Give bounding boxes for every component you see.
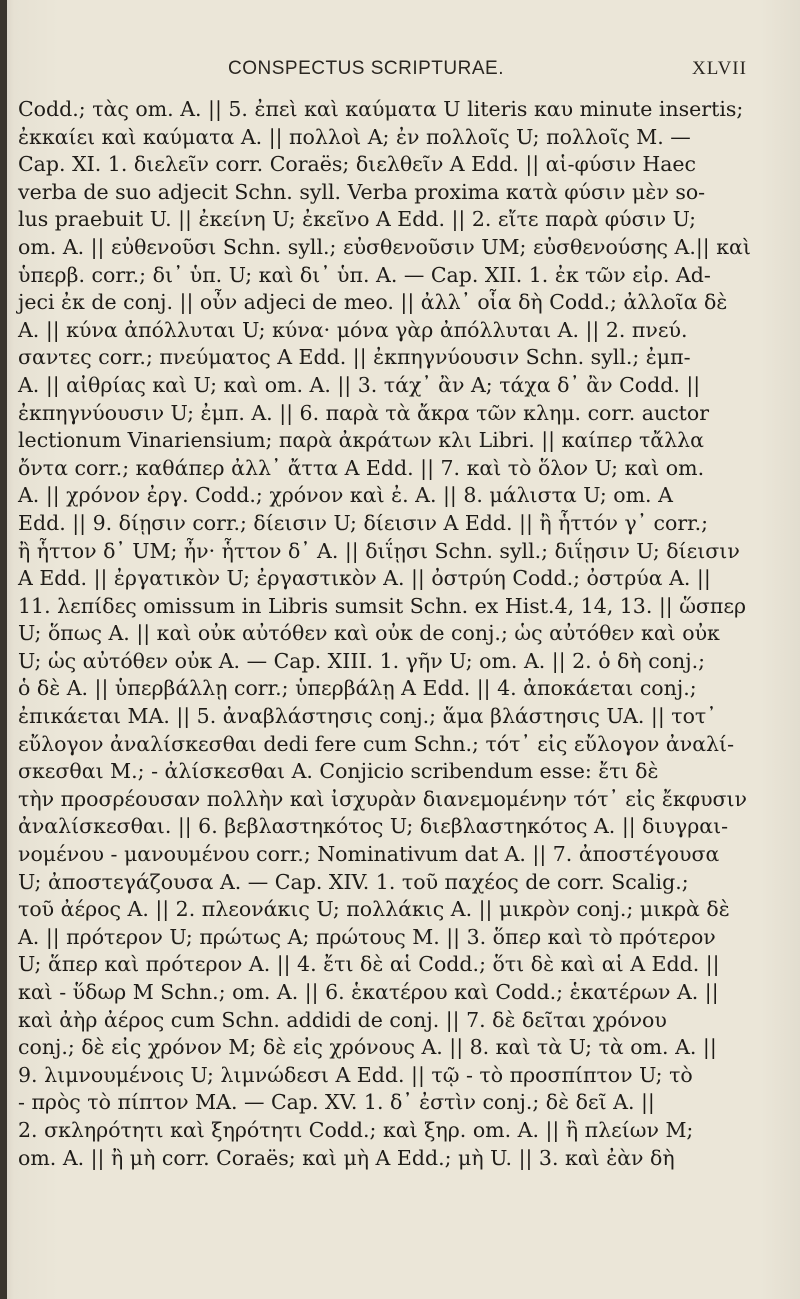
running-head-title: CONSPECTUS SCRIPTURAE.: [228, 58, 504, 79]
text-line: ἐκκαίει καὶ καύματα A. || πολλοὶ A; ἐν πολλοῖς U; πολλοῖς M. —: [18, 124, 691, 149]
text-line: Cap. XI. 1. διελεῖν corr. Coraës; διελθεῖν A Edd. || αἱ-φύσιν Haec: [18, 152, 697, 177]
text-line: [12, 1200, 782, 1228]
page-number: XLVII: [692, 58, 747, 79]
text-line: U; ὅπως A. || καὶ οὐκ αὐτόθεν καὶ οὐκ de conj.; ὡς αὐτόθεν καὶ οὐκ: [18, 621, 720, 646]
text-line: om. A. || εὐθενοῦσι Schn. syll.; εὐσθενοῦσιν UM; εὐσθενούσης A.|| καὶ: [18, 234, 751, 259]
text-line: ἐκπηγνύουσιν U; ἐμπ. A. || 6. παρὰ τὰ ἄκρα τῶν κλημ. corr. auctor: [18, 400, 710, 425]
text-line: jeci ἐκ de conj. || οὖν adjeci de meo. || ἀλλ᾽ οἷα δὴ Codd.; ἀλλοῖα δὲ: [18, 290, 728, 315]
text-line: νομένου - μανουμένου corr.; Nominativum dat A. || 7. ἀποστέγουσα: [18, 842, 720, 867]
text-line: 9. λιμνουμένοις U; λιμνώδεσι A Edd. || τῷ - τὸ προσπίπτον U; τὸ: [18, 1062, 693, 1087]
text-line: [12, 1172, 782, 1200]
text-line: lectionum Vinariensium; παρὰ ἀκράτων κλι Libri. || καίπερ τἄλλα: [18, 428, 704, 453]
text-line: verba de suo adjecit Schn. syll. Verba proxima κατὰ φύσιν μὲν so-: [18, 179, 706, 204]
text-line: ὑπερβ. corr.; δι᾽ ὑπ. U; καὶ δι᾽ ὑπ. A. — Cap. XII. 1. ἐκ τῶν εἰρ. Ad-: [18, 262, 711, 287]
text-line: καὶ ἀὴρ ἀέρος cum Schn. addidi de conj. || 7. δὲ δεῖται χρόνου: [18, 1007, 667, 1032]
text-line: εὔλογον ἀναλίσκεσθαι dedi fere cum Schn.; τότ᾽ εἰς εὔλογον ἀναλί-: [18, 731, 734, 756]
text-line: U; ἅπερ καὶ πρότερον A. || 4. ἔτι δὲ αἱ Codd.; ὅτι δὲ καὶ αἱ A Edd. ||: [18, 952, 720, 977]
text-line: A. || χρόνον ἐργ. Codd.; χρόνον καὶ ἐ. A. || 8. μάλιστα U; om. A: [18, 483, 673, 508]
text-line: σαντες corr.; πνεύματος A Edd. || ἐκπηγνύουσιν Schn. syll.; ἐμπ-: [18, 345, 691, 370]
text-line: τὴν προσρέουσαν πολλὴν καὶ ἰσχυρὰν διανεμομένην τότ᾽ εἰς ἔκφυσιν: [18, 786, 748, 811]
text-line: ἀναλίσκεσθαι. || 6. βεβλαστηκότος U; διεβλαστηκότος A. || διυγραι-: [18, 814, 729, 839]
text-line: 2. σκληρότητι καὶ ξηρότητι Codd.; καὶ ξηρ. om. A. || ἢ πλείων M;: [18, 1117, 694, 1142]
running-head: [0, 58, 800, 88]
text-line: U; ὡς αὐτόθεν οὐκ A. — Cap. XIII. 1. γῆν U; om. A. || 2. ὁ δὴ conj.;: [18, 648, 706, 673]
critical-apparatus-text: [12, 96, 782, 1227]
text-line: ἢ ἧττον δ᾽ UM; ἦν· ἧττον δ᾽ A. || διΐῃσι Schn. syll.; διΐῃσιν U; δίεισιν: [18, 538, 740, 563]
text-line: Edd. || 9. δίῃσιν corr.; δίεισιν U; δίεισιν A Edd. || ἢ ἧττόν γ᾽ corr.;: [18, 510, 709, 535]
text-line: ἐπικάεται MA. || 5. ἀναβλάστησις conj.; ἅμα βλάστησις UA. || τοτ᾽: [18, 704, 717, 729]
text-line: τοῦ ἀέρος A. || 2. πλεονάκις U; πολλάκις A. || μικρὸν conj.; μικρὰ δὲ: [18, 897, 730, 922]
text-line: om. A. || ἢ μὴ corr. Coraës; καὶ μὴ A Edd.; μὴ U. || 3. καὶ ἐὰν δὴ: [18, 1145, 675, 1170]
text-line: lus praebuit U. || ἐκείνη U; ἐκεῖνο A Edd. || 2. εἴτε παρὰ φύσιν U;: [18, 207, 697, 232]
text-line: A. || πρότερον U; πρώτως A; πρώτους M. || 3. ὅπερ καὶ τὸ πρότερον: [18, 924, 716, 949]
text-line: - πρὸς τὸ πίπτον MA. — Cap. XV. 1. δ᾽ ἐστὶν conj.; δὲ δεῖ A. ||: [18, 1090, 655, 1115]
text-line: U; ἀποστεγάζουσα A. — Cap. XIV. 1. τοῦ παχέος de corr. Scalig.;: [18, 869, 689, 894]
book-spine-edge: [0, 0, 7, 1299]
text-line: σκεσθαι M.; - ἀλίσκεσθαι A. Conjicio scribendum esse: ἔτι δὲ: [18, 759, 659, 784]
text-line: Codd.; τὰς om. A. || 5. ἐπεὶ καὶ καύματα U literis καυ minute insertis;: [18, 97, 744, 121]
text-line: A Edd. || ἐργατικὸν U; ἐργαστικὸν A. || ὀστρύη Codd.; ὀστρύα A. ||: [18, 566, 711, 591]
text-line: ὄντα corr.; καθάπερ ἀλλ᾽ ἄττα A Edd. || 7. καὶ τὸ ὅλον U; καὶ om.: [18, 455, 705, 480]
text-line: ὁ δὲ A. || ὑπερβάλλῃ corr.; ὑπερβάλῃ A Edd. || 4. ἀποκάεται conj.;: [18, 676, 697, 701]
text-line: A. || αἰθρίας καὶ U; καὶ om. A. || 3. τάχ᾽ ἂν A; τάχα δ᾽ ἂν Codd. ||: [18, 372, 701, 397]
text-line: 11. λεπίδες omissum in Libris sumsit Schn. ex Hist.4, 14, 13. || ὥσπερ: [18, 593, 747, 618]
text-line: καὶ - ὕδωρ M Schn.; om. A. || 6. ἑκατέρου καὶ Codd.; ἑκατέρων A. ||: [18, 980, 719, 1004]
text-line: conj.; δὲ εἰς χρόνον M; δὲ εἰς χρόνους A. || 8. καὶ τὰ U; τὰ om. A. ||: [18, 1035, 717, 1060]
text-line: A. || κύνα ἀπόλλυται U; κύνα· μόνα γὰρ ἀπόλλυται A. || 2. πνεύ.: [18, 317, 688, 342]
